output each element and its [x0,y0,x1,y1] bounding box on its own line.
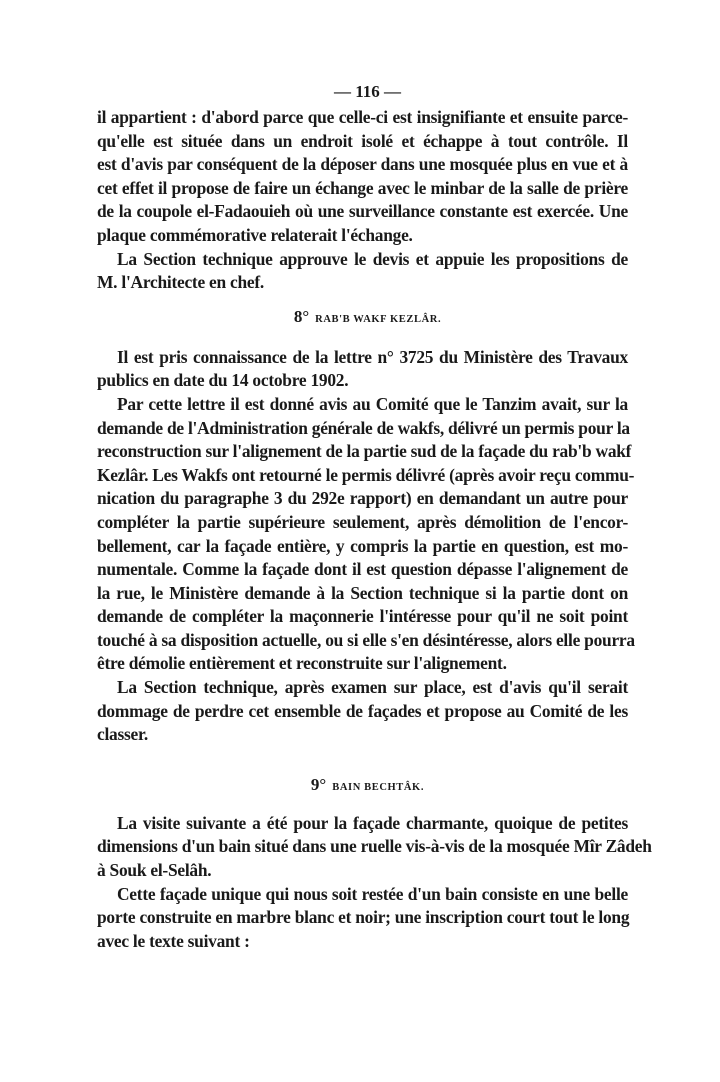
text-line: bellement, car la façade entière, y compris la partie en question, est mo- [97,535,628,556]
section-title: RAB'B WAKF KEZLÂR. [315,313,442,325]
text-line: La Section technique approuve le devis et appuie les propositions de [117,248,628,269]
text-line: compléter la partie supérieure seulement, après démolition de l'encor- [97,511,628,532]
page-number: — 116 — [333,82,402,101]
text-line: demande de l'Administration générale de wakfs, délivré un permis pour la [97,417,630,438]
paragraph-letter-reference [97,346,628,393]
text-line: la rue, le Ministère demande à la Section technique si la partie dont on [97,582,628,603]
text-line: Kezlâr. Les Wakfs ont retourné le permis délivré (après avoir reçu commu- [97,464,635,485]
paragraph-section-approval [97,248,628,295]
text-line: dommage de perdre cet ensemble de façades et propose au Comité de les [97,700,628,721]
text-line: plaque commémorative relaterait l'échange. [97,224,413,245]
text-line: à Souk el-Selâh. [97,860,212,881]
text-line: demande de compléter la maçonnerie l'intéresse pour qu'il ne soit point [97,606,628,627]
text-line: nication du paragraphe 3 du 292e rapport) en demandant un autre pour [97,488,628,509]
paragraph-facade-description [97,883,628,954]
section-title: BAIN BECHTÂK. [332,781,425,793]
section-heading-8 [107,305,628,332]
paragraph-bath-visit [97,812,652,883]
text-line: qu'elle est située dans un endroit isolé et échappe à tout contrôle. Il [97,130,628,151]
text-line: Il est pris connaissance de la lettre n° 3725 du Ministère des Travaux [117,346,628,367]
text-line: Par cette lettre il est donné avis au Comité que le Tanzim avait, sur la [117,393,628,414]
paragraph-tanzim-permit [97,393,635,676]
text-line: être démolie entièrement et reconstruite sur l'alignement. [97,653,507,674]
text-line: publics en date du 14 octobre 1902. [97,370,349,391]
text-line: classer. [97,724,148,745]
text-line: cet effet il propose de faire un échange avec le minbar de la salle de prière [97,177,628,198]
section-number: 8° [293,306,310,326]
section-number: 9° [310,774,327,794]
text-line: La Section technique, après examen sur place, est d'avis qu'il serait [117,677,628,698]
text-line: avec le texte suivant : [97,930,250,951]
text-line: Cette façade unique qui nous soit restée d'un bain consiste en une belle [117,883,628,904]
text-line: porte construite en marbre blanc et noir; une inscription court tout le long [97,907,630,928]
paragraph-section-opinion [97,676,628,747]
text-line: numentale. Comme la façade dont il est question dépasse l'alignement de [97,559,628,580]
text-line: de la coupole el-Fadaouieh où une surveillance constante est exercée. Une [97,201,628,222]
text-line: La visite suivante a été pour la façade charmante, quoique de petites [117,812,628,833]
text-line: dimensions d'un bain situé dans une ruelle vis-à-vis de la mosquée Mîr Zâdeh [97,836,652,857]
text-line: touché à sa disposition actuelle, ou si elle s'en désintéresse, alors elle pourra [97,629,635,650]
text-line: M. l'Architecte en chef. [97,272,265,293]
document-page [97,82,652,953]
text-line: reconstruction sur l'alignement de la partie sud de la façade du rab'b wakf [97,441,632,462]
paragraph-minbar-exchange [97,106,628,248]
text-line: est d'avis par conséquent de la déposer dans une mosquée plus en vue et à [97,154,628,175]
text-line: il appartient : d'abord parce que celle-ci est insignifiante et ensuite parce- [97,107,628,127]
section-heading-9 [107,773,628,800]
